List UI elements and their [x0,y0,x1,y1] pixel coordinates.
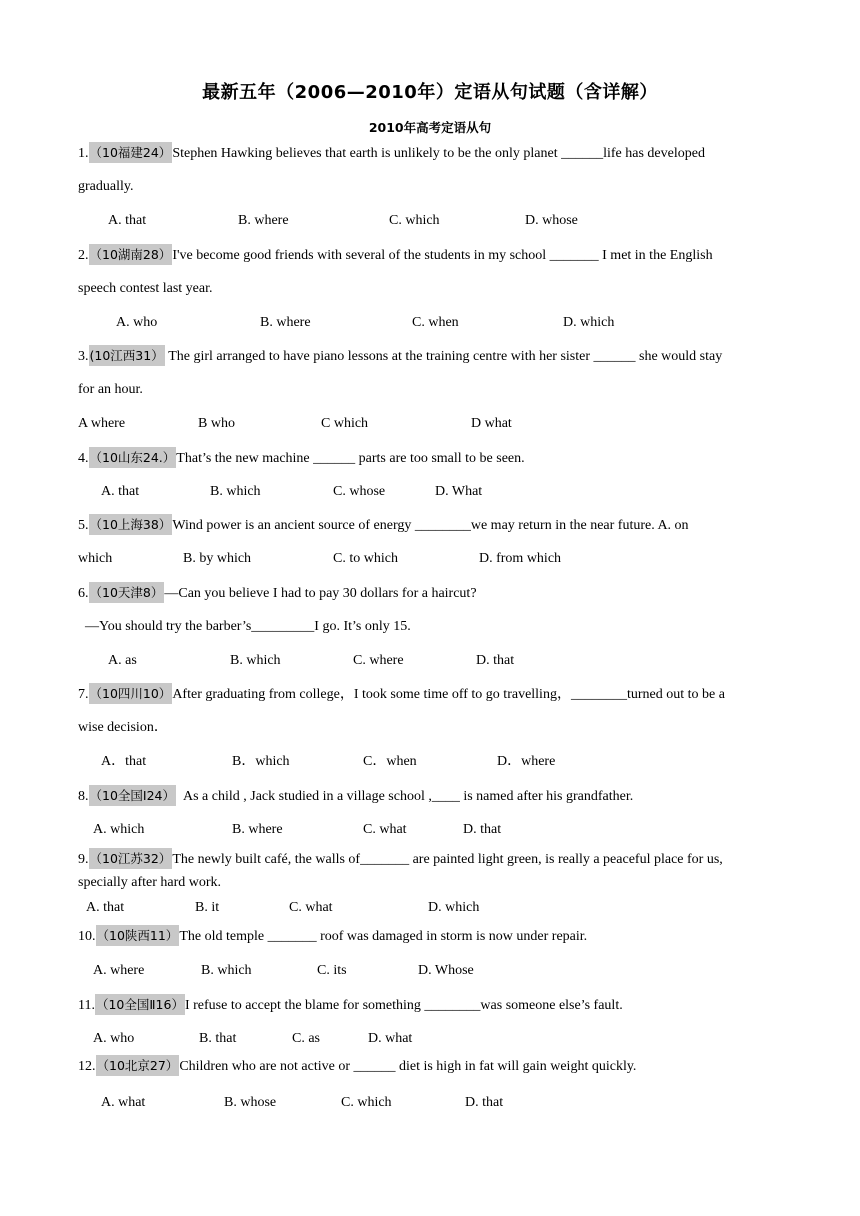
option-d: D. What [435,484,483,499]
option-d: D. what [368,1031,413,1046]
question-text: That’s the new machine ______ parts are too small to be seen. [176,451,525,466]
option-a: A. who [93,1031,135,1046]
question-text: Wind power is an ancient source of energy ________we may return in the near future. A. on [172,518,689,533]
option-d: D. that [476,653,515,668]
question-source: （10陕西11） [96,925,180,946]
question-source: （10全国Ⅱ16） [95,994,185,1015]
question-number: 7. [78,687,89,702]
option-a: A where [78,416,126,431]
option-d: D. that [465,1095,504,1110]
option-a: A．that [101,754,147,769]
option-b: B. whose [224,1095,277,1110]
question-source: （10天津8） [89,582,165,603]
option-a: A. that [86,900,125,915]
question-number: 9. [78,852,89,867]
question-9 [78,850,784,869]
option-a: A. as [108,653,137,668]
question-source: （10江苏32） [89,848,173,869]
option-c: C which [321,416,369,431]
question-6 [78,584,784,603]
question-text: Stephen Hawking believes that earth is unlikely to be the only planet ______life has developed [172,146,705,161]
option-b: B. where [232,822,283,837]
question-source: （10山东24.） [89,447,177,468]
question-number: 5. [78,518,89,533]
option-a: A. that [101,484,140,499]
question-text: After graduating from college，I took some time off to go travelling，________turned out to be a [172,687,725,702]
option-d: D. from which [479,551,562,566]
question-source: （10北京27） [96,1055,180,1076]
option-b: B. that [199,1031,237,1046]
option-b: B who [198,416,235,431]
option-c: C. where [353,653,404,668]
option-a: A. which [93,822,145,837]
option-c: C. to which [333,551,398,566]
question-3 [78,347,784,366]
question-source: (10江西31） [89,345,165,366]
question-text: I refuse to accept the blame for something ________was someone else’s fault. [184,998,623,1013]
question-5 [78,516,784,535]
option-c: C. what [363,822,407,837]
question-text: I've become good friends with several of the students in my school _______ I met in the English [172,248,713,263]
option-a: A. that [108,213,147,228]
question-number: 3. [78,349,89,364]
option-d: D what [471,416,512,431]
option-c: C．when [363,754,417,769]
document-title: 最新五年（2006—2010年）定语从句试题（含详解） [202,82,658,103]
option-d: D. that [463,822,502,837]
option-d: D．where [497,754,556,769]
option-c: C. whose [333,484,386,499]
option-d: D. Whose [418,963,474,978]
question-continuation: speech contest last year. [78,281,213,296]
option-b: B. which [230,653,281,668]
question-number: 6. [78,586,89,601]
option-c: C. its [317,963,347,978]
question-source: （10福建24） [89,142,173,163]
question-source: （10四川10） [89,683,173,704]
question-text: As a child , Jack studied in a village school ,____ is named after his grandfather. [176,789,634,804]
question-7 [78,685,784,704]
option-c: C. which [341,1095,392,1110]
option-b: B. where [238,213,289,228]
question-12 [78,1057,784,1076]
option-a: A. what [101,1095,146,1110]
option-a: A. where [93,963,145,978]
question-continuation: gradually. [78,179,134,194]
option-a-continuation: which [78,551,113,566]
option-b: B．which [232,754,290,769]
question-number: 4. [78,451,89,466]
question-number: 8. [78,789,89,804]
question-source: （10湖南28） [89,244,173,265]
option-c: C. which [389,213,440,228]
option-b: B. where [260,315,311,330]
question-10 [78,927,784,946]
question-1 [78,144,784,163]
question-source: （10全国Ⅰ24） [89,785,177,806]
question-number: 10. [78,929,96,944]
option-b: B. which [210,484,261,499]
question-8 [78,787,784,806]
option-d: D. which [563,315,615,330]
option-c: C. when [412,315,459,330]
option-c: C. what [289,900,333,915]
question-text: The girl arranged to have piano lessons at the training centre with her sister ______ she would stay [164,349,723,364]
question-continuation: —You should try the barber’s_________I go. It’s only 15. [78,619,411,634]
option-d: D. whose [525,213,578,228]
question-continuation: wise decision． [78,720,168,735]
option-d: D. which [428,900,480,915]
question-number: 11. [78,998,95,1013]
option-c: C. as [292,1031,320,1046]
option-b: B. it [195,900,220,915]
question-text: Children who are not active or ______ diet is high in fat will gain weight quickly. [179,1059,637,1074]
question-source: （10上海38） [89,514,173,535]
option-a: A. who [116,315,158,330]
question-text: The old temple _______ roof was damaged in storm is now under repair. [179,929,588,944]
question-continuation: specially after hard work. [78,875,222,890]
question-number: 2. [78,248,89,263]
question-number: 1. [78,146,89,161]
question-11 [78,996,784,1015]
question-text: The newly built café, the walls of_______ are painted light green, is really a peaceful place for us, [172,852,723,867]
option-b: B. which [201,963,252,978]
question-4 [78,449,784,468]
question-continuation: for an hour. [78,382,143,397]
section-heading: 2010年高考定语从句 [368,120,492,135]
question-2 [78,246,784,265]
option-b: B. by which [183,551,252,566]
question-number: 12. [78,1059,96,1074]
question-text: —Can you believe I had to pay 30 dollars for a haircut? [164,586,477,601]
